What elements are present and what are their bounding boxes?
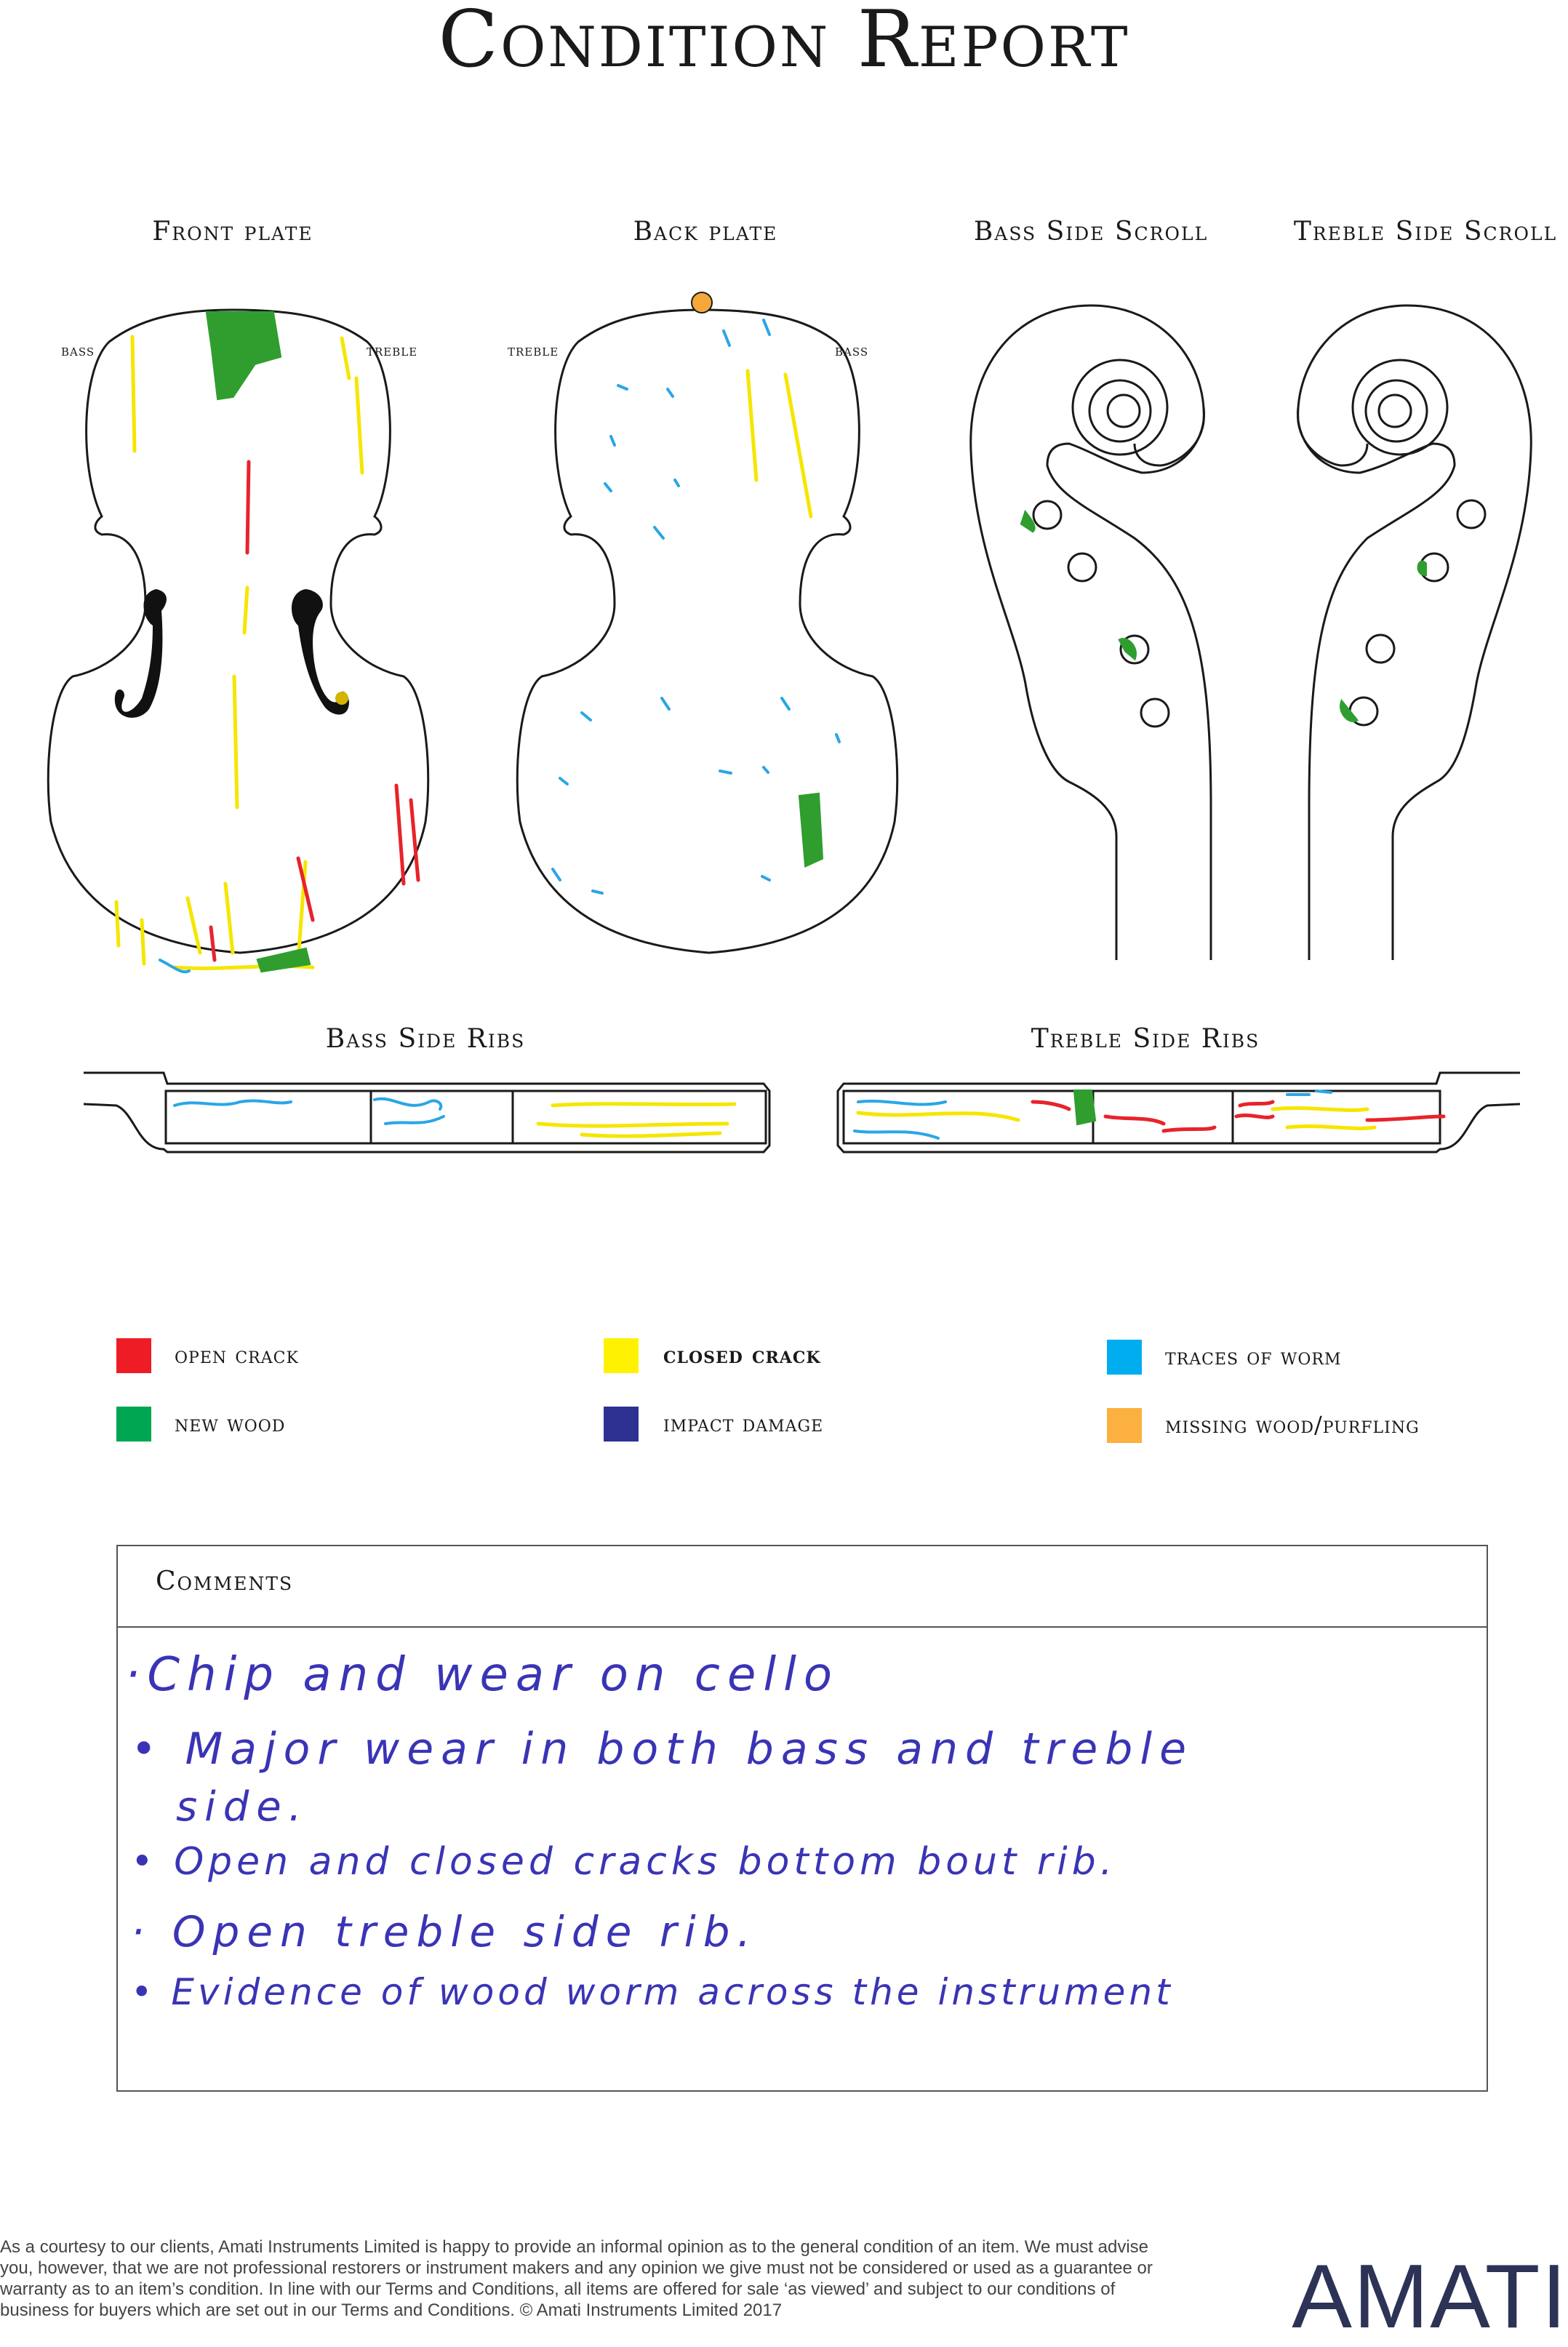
comment-line-4: • Open and closed cracks bottom bout rib. xyxy=(131,1840,1117,1884)
missing-wood-mark xyxy=(692,292,712,313)
f-hole-left xyxy=(115,589,167,718)
legend-traces-of-worm: traces of worm xyxy=(1165,1343,1342,1370)
back-plate-label: Back plate xyxy=(633,217,778,247)
comment-line-3: side. xyxy=(176,1783,309,1831)
bass-ribs-outline xyxy=(84,1073,769,1152)
treble-side-scroll-label: Treble Side Scroll xyxy=(1293,217,1558,247)
front-treble-label: treble xyxy=(367,342,418,360)
disclaimer-text: As a courtesy to our clients, Amati Instruments Limited is happy to provide an informal opinion as to the general condition of an item. We must advise you, however, that we are not professional restorers or instrument makers and any opinion we give must not be considered or used as a guarantee or warranty as to an item’s condition. In line with our Terms and Conditions, all items are offered for sale ‘as viewed’ and subject to our conditions of business for buyers which are set out in our Terms and Conditions. © Amati Instruments Limited 2017 xyxy=(0,2237,1153,2320)
legend-swatch-traces-of-worm xyxy=(1107,1340,1142,1375)
legend-closed-crack: closed crack xyxy=(663,1341,821,1369)
comment-line-2: • Major wear in both bass and treble xyxy=(131,1724,1193,1775)
comment-line-5: · Open treble side rib. xyxy=(131,1907,759,1956)
front-bass-label: bass xyxy=(61,342,95,360)
comments-header xyxy=(118,1546,1487,1628)
back-plate-outline xyxy=(517,310,897,953)
treble-side-ribs-label: Treble Side Ribs xyxy=(1031,1024,1260,1054)
legend-swatch-impact-damage xyxy=(604,1407,639,1442)
comments-title: Comments xyxy=(156,1567,294,1596)
legend-swatch-new-wood xyxy=(116,1407,151,1442)
treble-scroll-inner xyxy=(1297,407,1455,960)
back-bass-label: bass xyxy=(835,342,869,360)
comment-line-6: • Evidence of wood worm across the instrument xyxy=(131,1971,1174,2013)
bass-side-ribs-label: Bass Side Ribs xyxy=(325,1024,526,1054)
page-title: Condition Report xyxy=(438,0,1130,85)
front-plate-outline xyxy=(48,310,428,953)
bass-scroll-outline xyxy=(971,305,1204,960)
legend-open-crack: open crack xyxy=(175,1341,299,1369)
back-treble-label: treble xyxy=(508,342,559,360)
legend-new-wood: new wood xyxy=(175,1410,286,1437)
comments-box xyxy=(116,1545,1488,2092)
new-wood-neck-top xyxy=(207,313,280,399)
bass-side-scroll-label: Bass Side Scroll xyxy=(973,217,1209,247)
legend-impact-damage: impact damage xyxy=(663,1410,824,1437)
bass-scroll-inner xyxy=(1047,407,1211,960)
comment-line-1: ·Chip and wear on cello xyxy=(125,1648,840,1702)
amati-logo: AMATI xyxy=(1292,2247,1568,2347)
legend-swatch-closed-crack xyxy=(604,1338,639,1373)
front-plate-label: Front plate xyxy=(152,217,313,247)
treble-scroll-outline xyxy=(1298,305,1532,960)
legend-missing-wood-purfling: missing wood/purfling xyxy=(1165,1411,1420,1439)
legend-swatch-open-crack xyxy=(116,1338,151,1373)
legend-swatch-missing-wood xyxy=(1107,1408,1142,1443)
